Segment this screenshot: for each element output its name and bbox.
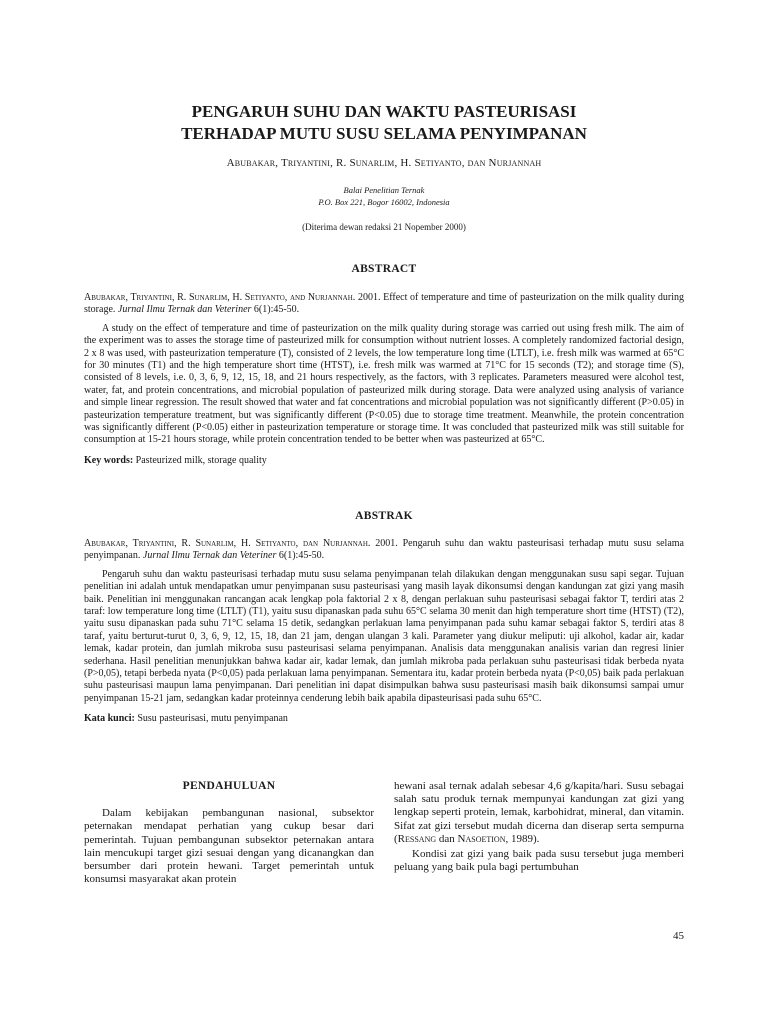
keywords-label: Key words: (84, 454, 134, 466)
abstract-section (84, 292, 684, 467)
pendahuluan-left-paragraph: Dalam kebijakan pembangunan nasional, subsektor peternakan mendapat perhatian yang cukup besar dari pemerintah. Tujuan pembangunan subsektor peternakan antara lain mencukupi target gizi sesuai dengan yang dicanangkan dan bersumber dari protein hewani. Target pemerintah untuk konsumsi masyarakat akan protein (84, 807, 374, 886)
column-left (84, 780, 374, 886)
abstrak-cite-text: . 2001. Pengaruh suhu dan waktu pasteurisasi terhadap mutu susu selama penyimpanan. (84, 538, 684, 562)
right-p1-text-a: hewani asal ternak adalah sebesar 4,6 g/kapita/hari. Susu sebagai salah satu produk ternak mempunyai kandungan zat gizi yang lengkap seperti protein, lemak, karbohidrat, mineral, dan vitamin. Sifat zat gizi tersebut mudah dicerna dan diserap serta sempurna ( (394, 780, 684, 845)
keywords-text: Pasteurized milk, storage quality (133, 454, 267, 466)
abstrak-heading: ABSTRAK (355, 510, 413, 522)
column-right (394, 780, 684, 874)
affiliation-institution: Balai Penelitian Ternak (343, 185, 425, 195)
citation-ressang: Ressang (397, 832, 437, 845)
pendahuluan-right-paragraph-1 (394, 780, 684, 846)
title-line-2: TERHADAP MUTU SUSU SELAMA PENYIMPANAN (181, 124, 587, 143)
pendahuluan-heading: PENDAHULUAN (182, 780, 276, 792)
citation-and: dan (436, 832, 458, 845)
kata-kunci-label: Kata kunci: (84, 713, 135, 725)
abstrak-cite-authors: Abubakar, Triyantini, R. Sunarlim, H. Setiyanto, dan Nurjannah (84, 538, 368, 549)
citation-nasoetion: Nasoetion (457, 832, 506, 845)
abstract-keywords (84, 455, 684, 467)
title-line-1: PENGARUH SUHU DAN WAKTU PASTEURISASI (191, 102, 577, 121)
abstract-cite-journal: Jurnal Ilmu Ternak dan Veteriner (117, 304, 252, 316)
article-title (84, 101, 684, 145)
abstrak-section (84, 538, 684, 726)
abstract-body: A study on the effect of temperature and time of pasteurization on the milk quality during storage was carried out using fresh milk. The aim of the experiment was to asses the storage time of pasteurized milk for consumption without nutrient losses. A completely randomized factorial design, 2 x 8 was used, with pasteurization temperature (T), consisted of 2 levels, the low temperature long time (LTLT), i.e. fresh milk was warmed at 65°C for 30 minutes (T1) and the high temperature short time (HTST), i.e. fresh milk was warmed at 71°C for 15 seconds (T2); and storage time (S), consisted of 8 levels, i.e. 0, 3, 6, 9, 12, 15, 18, and 21 hours respectively, as the factors, with 3 replicates. Parameters measured were alcohol test, water, fat, and protein concentrations, and microbial population of pasteurized milk during storage. Data were analyzed using analysis of variance and simple linear regression. The result showed that water and fat concentrations and microbial population was not significantly different (P>0.05) in pasteurization temperature treatment, but was significantly different (P<0.05) due to storage time treatment. Meanwhile, the protein concentration was significantly different (P<0.05) either in pasteurization temperature or storage time. It was concluded that pasteurized milk was still suitable for consumption at 15-21 hours storage, while protein concentration tended to be better when was pasteurized at 65°C. (84, 322, 684, 446)
kata-kunci-text: Susu pasteurisasi, mutu penyimpanan (134, 713, 288, 725)
affiliation-address: P.O. Box 221, Bogor 16002, Indonesia (318, 197, 450, 207)
abstrak-cite-journal: Jurnal Ilmu Ternak dan Veteriner (142, 550, 277, 562)
abstrak-cite-volume: 6(1):45-50. (276, 550, 325, 562)
affiliation (84, 184, 684, 208)
received-date: (Diterima dewan redaksi 21 Nopember 2000) (302, 222, 466, 232)
abstract-cite-text: . 2001. Effect of temperature and time of pasteurization on the milk quality during storage. (84, 292, 684, 316)
abstract-heading: ABSTRACT (351, 263, 417, 275)
abstract-cite-volume: 6(1):45-50. (251, 304, 300, 316)
abstract-cite-authors: Abubakar, Triyantini, R. Sunarlim, H. Setiyanto, and Nurjannah (84, 292, 353, 303)
abstrak-body: Pengaruh suhu dan waktu pasteurisasi terhadap mutu susu selama penyimpanan telah dilakukan dengan menggunakan susu sapi segar. Tujuan penelitian ini adalah untuk mendapatkan umur penyimpanan susu pasteurisasi yang masih layak dikonsumsi dengan kandungan zat gizi yang masih baik. Penelitian ini menggunakan rancangan acak lengkap pola faktorial 2 x 8, dengan perlakuan suhu pasteurisasi sebagai faktor T, terdiri atas 2 taraf: low temperature long time (LTLT) (T1), yaitu susu dipanaskan pada suhu 65°C selama 30 menit dan high temperature short time (HTST) (T2), yaitu susu dipanaskan pada suhu 71°C selama 15 detik, sedangkan perlakuan lama penyimpanan pada suhu kamar sebagai faktor S, terdiri atas 8 taraf, yaitu berturut-turut 0, 3, 6, 9, 12, 15, 18, dan 21 jam, dengan ulangan 3 kali. Parameter yang diukur meliputi: uji alkohol, kadar air, kadar lemak, kadar protein, dan jumlah mikroba susu pasteurisasi selama penyimpanan. Analisis data menggunakan analisis varian dan regresi linier sederhana. Hasil penelitian menunjukkan bahwa kadar air, kadar lemak, dan jumlah mikroba pada perlakuan suhu pasteurisasi tidak berbeda nyata (P>0,05), tetapi berbeda nyata (P<0,05) pada perlakuan lama penyimpanan. Sementara itu, kadar protein berbeda nyata (P<0,05) baik pada perlakuan suhu pasteurisasi maupun lama penyimpanan. Dari penelitian ini dapat disimpulkan bahwa susu pasteurisasi masih baik dikonsumsi sampai umur penyimpanan 15-21 jam, sedangkan kadar proteinnya cenderung lebih baik apabila dipasteurisasi pada suhu 65°C. (84, 568, 684, 704)
pendahuluan-right-paragraph-2: Kondisi zat gizi yang baik pada susu tersebut juga memberi peluang yang baik pula bagi pertumbuhan (394, 848, 684, 874)
right-p1-text-b: , 1989). (505, 832, 540, 845)
abstrak-keywords (84, 713, 684, 725)
author-list: Abubakar, Triyantini, R. Sunarlim, H. Setiyanto, dan Nurjannah (226, 157, 542, 169)
page-number: 45 (673, 930, 684, 942)
abstract-citation (84, 292, 684, 317)
abstrak-citation (84, 538, 684, 563)
